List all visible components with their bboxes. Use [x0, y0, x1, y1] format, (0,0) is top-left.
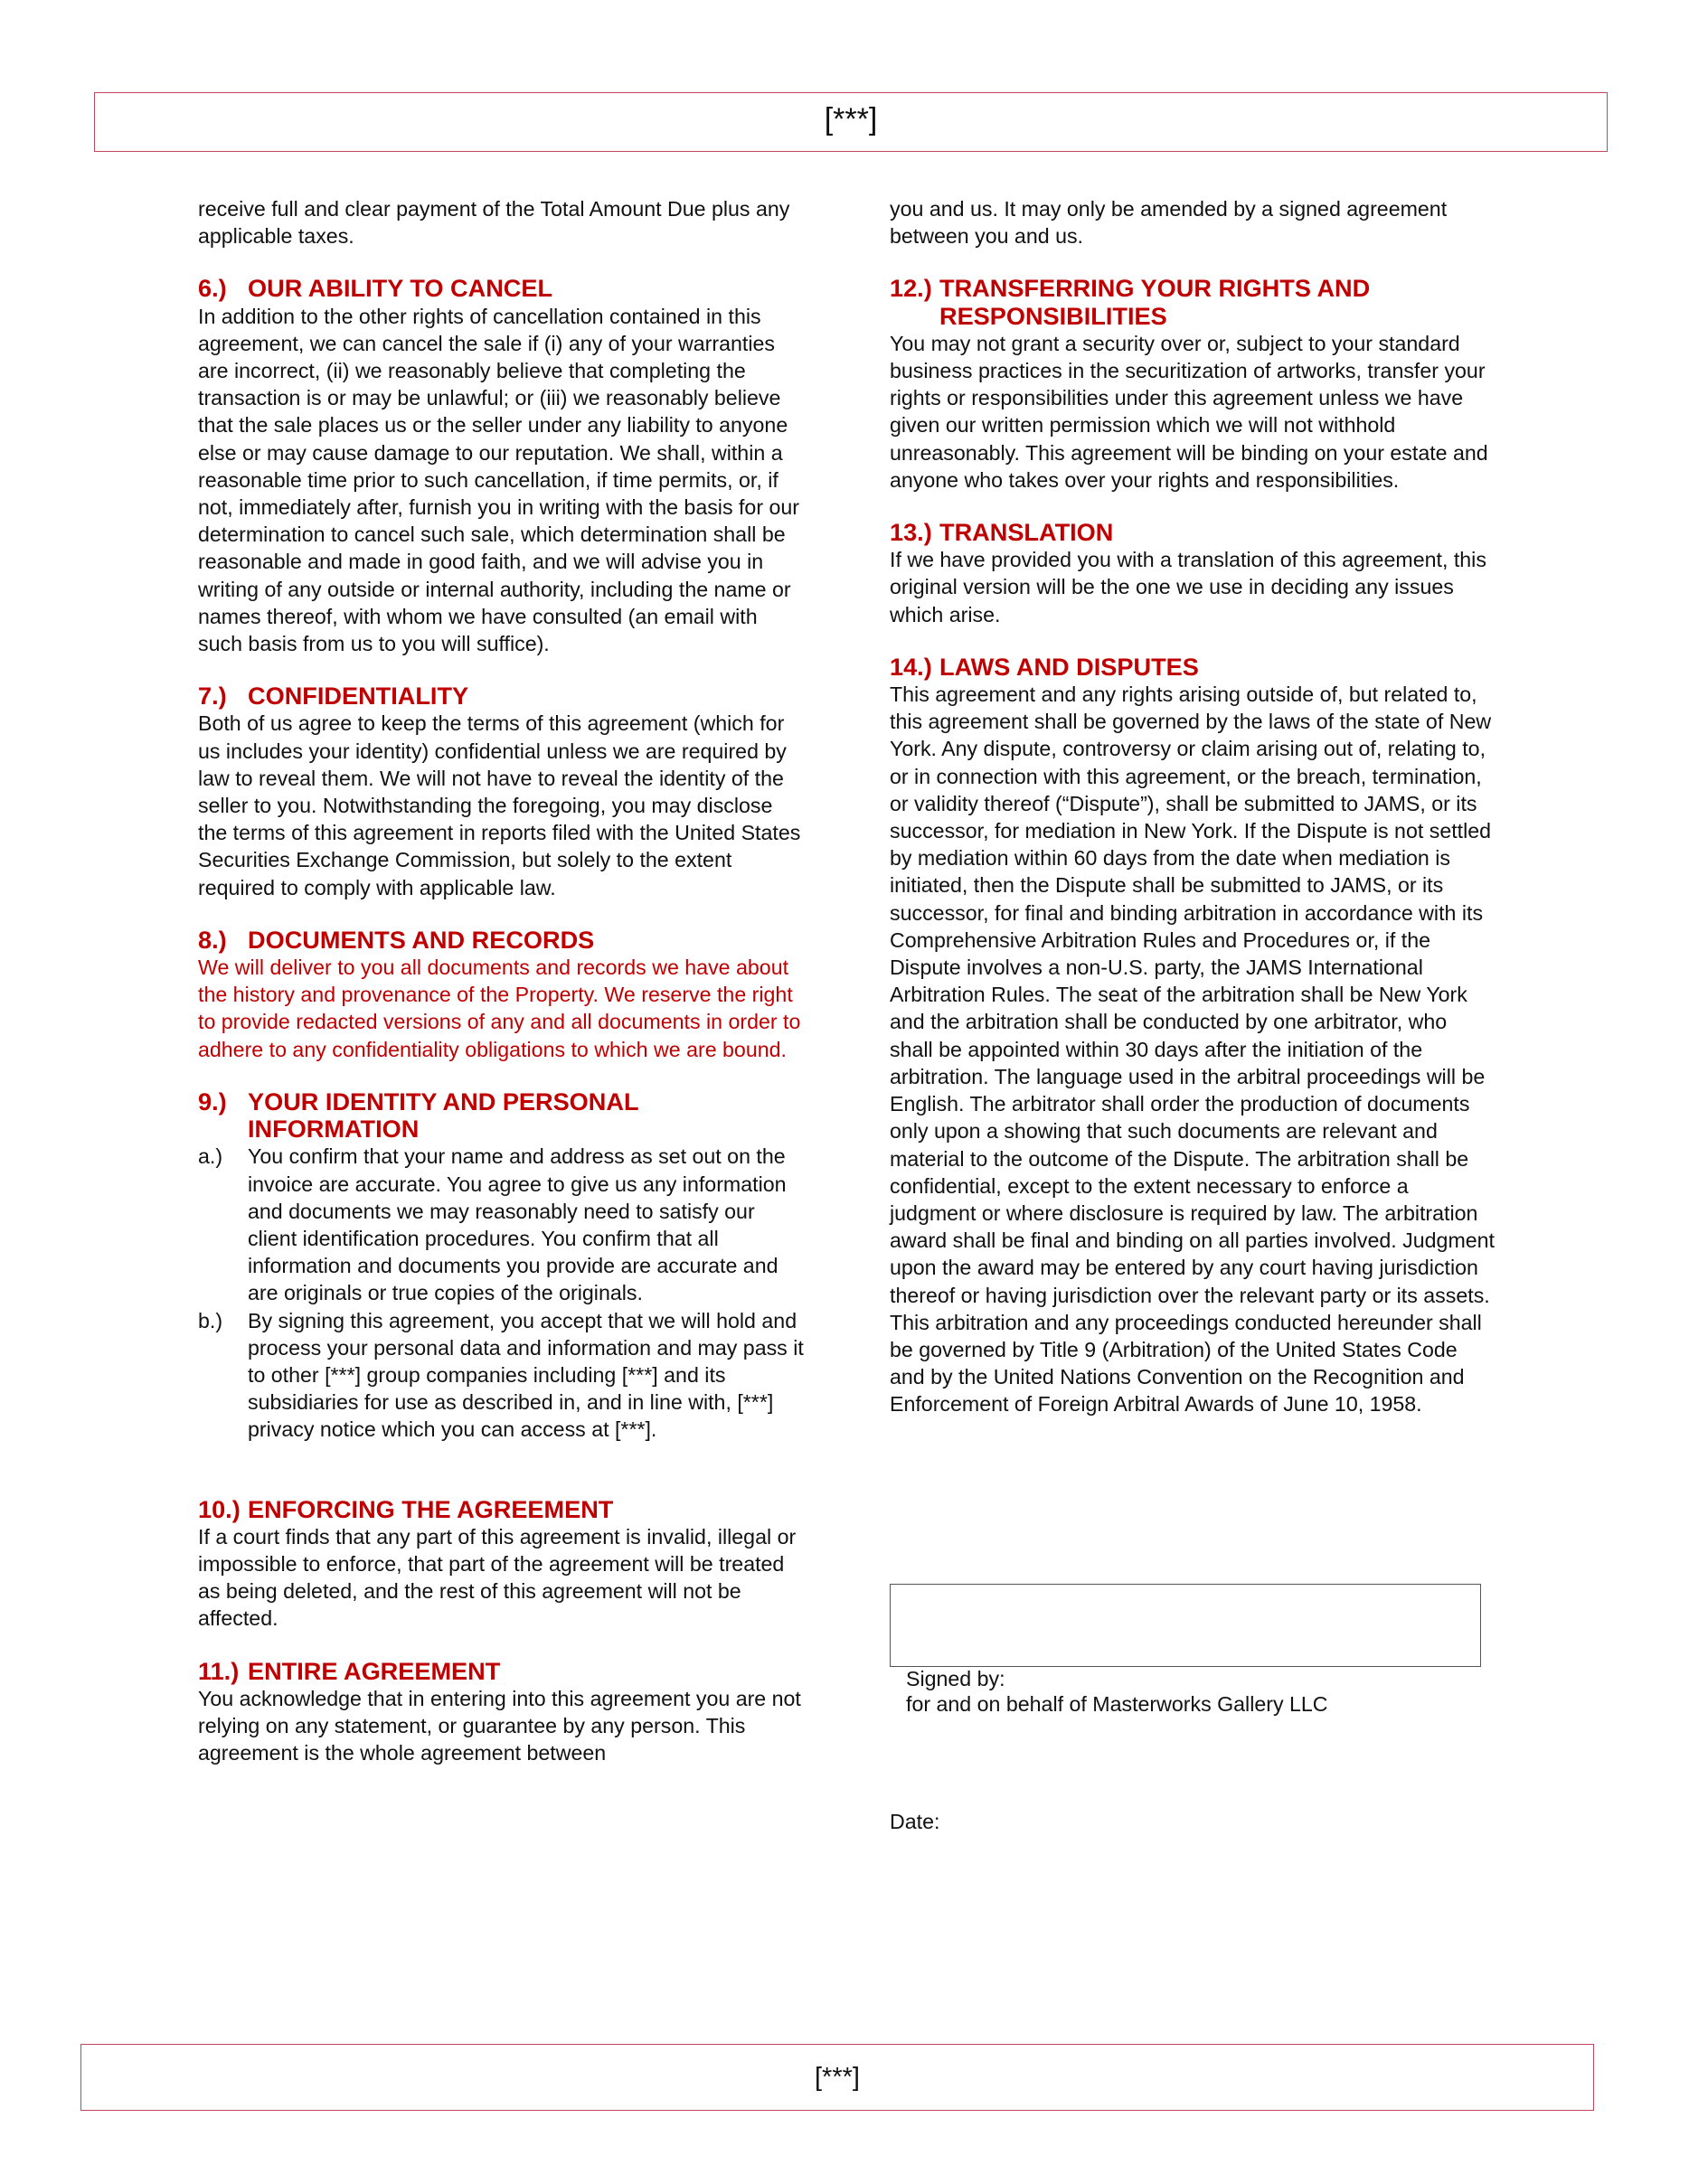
section-heading [198, 1088, 804, 1143]
signed-by-label: Signed by: [906, 1667, 1005, 1690]
section-title: ENFORCING THE AGREEMENT [248, 1494, 614, 1523]
section-body: You may not grant a security over or, subject to your standard business practices in the securitization of artworks, transfer your rights or responsibilities under this agreement unless we have given our written permission which we will not withhold unreasonably. This agreement will be binding on your estate and anyone who takes over your rights and responsibilities. [890, 331, 1488, 492]
section-14 [890, 654, 1496, 1418]
section-title: TRANSFERRING YOUR RIGHTS AND RESPONSIBILITIES [939, 274, 1371, 330]
section-heading [890, 275, 1496, 329]
section-body: You acknowledge that in entering into this agreement you are not relying on any statement, or guarantee by any person. This agreement is the whole agreement between [198, 1686, 801, 1765]
section-heading [890, 519, 1496, 546]
page-footer: [***] [80, 2044, 1594, 2111]
section-12 [890, 275, 1496, 494]
section-title: TRANSLATION [939, 518, 1114, 547]
right-intro-text: you and us. It may only be amended by a signed agreement between you and us. [890, 197, 1448, 249]
section-number: 11.) [198, 1656, 240, 1685]
section-11 [198, 1658, 804, 1767]
section-heading [198, 1658, 804, 1685]
section-title: CONFIDENTIALITY [248, 682, 469, 711]
section-heading [890, 654, 1496, 681]
section-13 [890, 519, 1496, 628]
section-8 [198, 927, 804, 1063]
section-body: This agreement and any rights arising outside of, but related to, this agreement shall be governed by the laws of the state of New York. Any dispute, controversy or claim arising out of, relating to, or in connection with this agreement, or the breach, termination, or validity thereof (“Dispute”), shall be submitted to JAMS, or its successor, for mediation in New York. If the Dispute is not settled by mediation within 60 days from the date when mediation is initiated, then the Dispute shall be submitted to JAMS, or its successor, for final and binding arbitration in accordance with its Comprehensive Arbitration Rules and Procedures or, if the Dispute involves a non-U.S. party, the JAMS International Arbitration Rules. The seat of the arbitration shall be New York and the arbitration shall be conducted by one arbitrator, who shall be appointed within 30 days after the initiation of the arbitration. The language used in the arbitral proceedings will be English. The arbitrator shall order the production of documents only upon a showing that such documents are relevant and material to the outcome of the Dispute. The arbitration shall be confidential, except to the extent necessary to enforce a judgment or where disclosure is required by law. The arbitration award shall be final and binding on all parties involved. Judgment upon the award may be entered by any court having jurisdiction thereof or having jurisdiction over the relevant party or its assets. This arbitration and any proceedings conducted hereunder shall be governed by Title 9 (Arbitration) of the United States Code and by the United Nations Convention on the Recognition and Enforcement of Foreign Arbitral Awards of June 10, 1958. [890, 682, 1495, 1417]
list-marker: b.) [198, 1308, 223, 1332]
date-label: Date: [890, 1810, 940, 1833]
right-column [890, 195, 1496, 1418]
signature-box[interactable] [890, 1584, 1481, 1667]
section-body: If we have provided you with a translation of this agreement, this original version will be the one we use in deciding any issues which arise. [890, 548, 1486, 626]
signature-caption [906, 1666, 1328, 1717]
section-title: LAWS AND DISPUTES [939, 652, 1199, 681]
list-item-text: You confirm that your name and address as set out on the invoice are accurate. You agree to give us any information and documents we may reasonably need to satisfy our client identification procedures. You confirm that all information and documents you provide are accurate and are originals or true copies of the originals. [248, 1144, 787, 1305]
section-heading [198, 682, 804, 710]
section-number: 7.) [198, 682, 227, 711]
list-marker: a.) [198, 1144, 223, 1169]
section-heading [198, 1496, 804, 1523]
section-number: 12.) [890, 274, 932, 303]
section-number: 9.) [198, 1087, 227, 1116]
list-item [198, 1143, 804, 1306]
section-title: YOUR IDENTITY AND PERSONAL INFORMATION [248, 1087, 639, 1144]
section-6 [198, 275, 804, 657]
section-title: ENTIRE AGREEMENT [248, 1656, 501, 1685]
list-item-text: By signing this agreement, you accept that we will hold and process your personal data and information and may pass it to other [***] group companies including [***] and its subsidiaries for use as described in, and in line with, [***] privacy notice which you can access at [***]. [248, 1308, 804, 1442]
section-heading [198, 275, 804, 302]
section-number: 14.) [890, 652, 932, 681]
section-body: Both of us agree to keep the terms of this agreement (which for us includes your identity) confidential unless we are required by law to reveal them. We will not have to reveal the identity of the seller to you. Notwithstanding the foregoing, you may disclose the terms of this agreement in reports filed with the United States Securities Exchange Commission, but solely to the extent required to comply with applicable law. [198, 711, 801, 899]
left-intro-text: receive full and clear payment of the Total Amount Due plus any applicable taxes. [198, 197, 790, 249]
section-body-highlighted: We will deliver to you all documents and records we have about the history and provenance of the Property. We reserve the right to provide redacted versions of any and all documents in order to adhere to any confidentiality obligations to which we are bound. [198, 956, 801, 1061]
section-body: In addition to the other rights of cancellation contained in this agreement, we can cancel the sale if (i) any of your warranties are incorrect, (ii) we reasonably believe that completing the transaction is or may be unlawful; or (iii) we reasonably believe that the sale places us or the seller under any liability to anyone else or may cause damage to our reputation. We shall, within a reasonable time prior to such cancellation, if time permits, or, if not, immediately after, furnish you in writing with the basis for our determination to cancel such sale, which determination shall be reasonable and made in good faith, and we will advise you in writing of any outside or internal authority, including the name or names thereof, with whom we have consulted (an email with such basis from us to you will suffice). [198, 304, 800, 656]
list-item [198, 1307, 804, 1444]
section-title: DOCUMENTS AND RECORDS [248, 925, 595, 954]
section-title: OUR ABILITY TO CANCEL [248, 274, 553, 303]
left-column [198, 195, 804, 1766]
section-number: 6.) [198, 274, 227, 303]
section-heading [198, 927, 804, 954]
section-10 [198, 1496, 804, 1633]
section-7 [198, 682, 804, 901]
page-header: [***] [94, 92, 1608, 152]
section-number: 13.) [890, 518, 932, 547]
section-number: 8.) [198, 925, 227, 954]
section-9 [198, 1088, 804, 1444]
section-body: If a court finds that any part of this agreement is invalid, illegal or impossible to enforce, that part of the agreement will be treated as being deleted, and the rest of this agreement will not be affected. [198, 1524, 797, 1631]
section-number: 10.) [198, 1494, 241, 1523]
on-behalf-text: for and on behalf of Masterworks Gallery LLC [906, 1692, 1328, 1716]
